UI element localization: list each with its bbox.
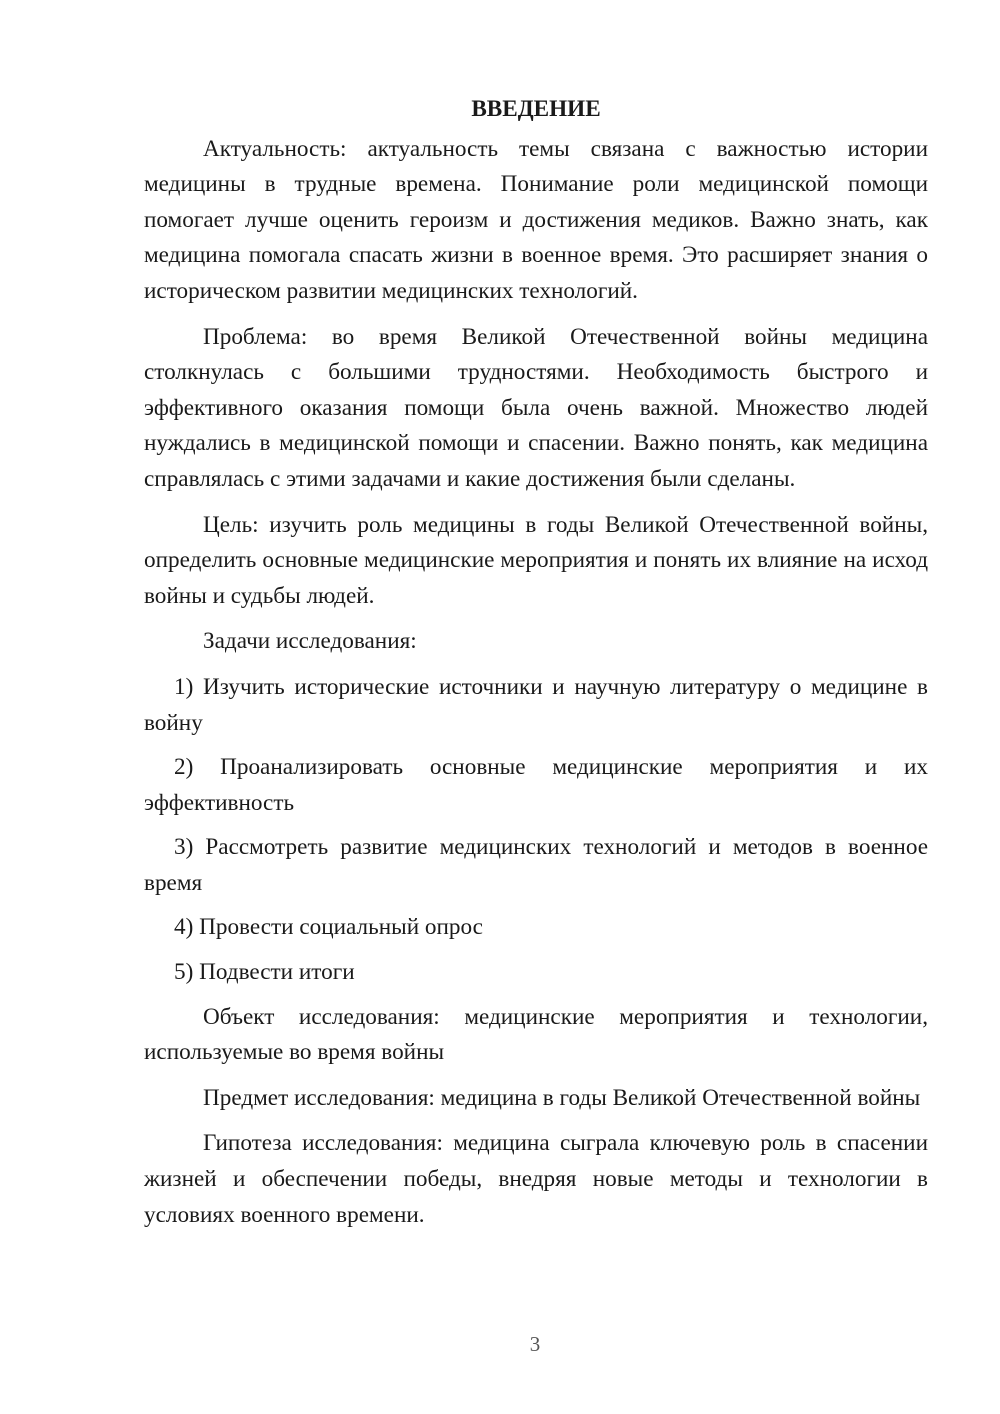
task-item-3: 3) Рассмотреть развитие медицинских технологий и методов в военное время — [144, 834, 928, 896]
paragraph-relevance: Актуальность: актуальность темы связана с важностью истории медицины в трудные времена. Понимание роли медицинской помощи помогает лучше оценить героизм и достижения медиков. Важно знать, как медицина помогала спасать жизни в военное время. Это расширяет знания о историческом развитии медицинских технологий. — [144, 135, 928, 304]
paragraph-hypothesis: Гипотеза исследования: медицина сыграла ключевую роль в спасении жизней и обеспечении победы, внедряя новые методы и технологии в условиях военного времени. — [144, 1130, 928, 1228]
paragraph-goal: Цель: изучить роль медицины в годы Великой Отечественной войны, определить основные медицинские мероприятия и понять их влияние на исход войны и судьбы людей. — [144, 511, 928, 609]
task-item-5: 5) Подвести итоги — [174, 959, 355, 986]
page-title: ВВЕДЕНИЕ — [471, 96, 601, 122]
document-body — [144, 92, 928, 1243]
paragraph-problem: Проблема: во время Великой Отечественной войны медицина столкнулась с большими трудностями. Необходимость быстрого и эффективного оказания помощи была очень важной. Множество людей нуждались в медицинской помощи и спасении. Важно понять, как медицина справлялась с этими задачами и какие достижения были сделаны. — [144, 323, 928, 492]
paragraph-subject: Предмет исследования: медицина в годы Великой Отечественной войны — [203, 1084, 921, 1111]
task-item-4: 4) Провести социальный опрос — [174, 914, 483, 941]
tasks-heading: Задачи исследования: — [203, 628, 417, 655]
page-number: 3 — [529, 1332, 541, 1356]
task-item-2: 2) Проанализировать основные медицинские мероприятия и их эффективность — [144, 754, 928, 816]
paragraph-object: Объект исследования: медицинские мероприятия и технологии, используемые во время войны — [144, 1003, 928, 1066]
task-item-1: 1) Изучить исторические источники и научную литературу о медицине в войну — [144, 673, 928, 736]
